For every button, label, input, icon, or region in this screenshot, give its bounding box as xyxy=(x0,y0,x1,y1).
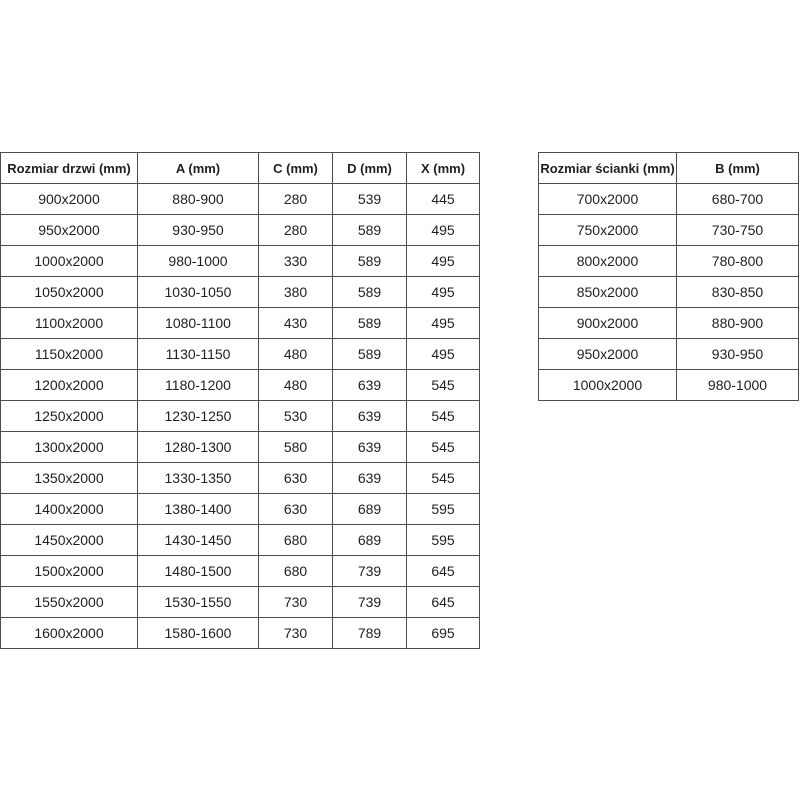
table-row xyxy=(539,277,799,308)
table-row xyxy=(539,308,799,339)
table-cell: 589 xyxy=(333,308,407,339)
table-cell: 830-850 xyxy=(677,277,799,308)
table-row xyxy=(1,215,480,246)
table-row xyxy=(1,463,480,494)
table-row xyxy=(1,277,480,308)
table-cell: 1150x2000 xyxy=(1,339,138,370)
table-cell: 930-950 xyxy=(138,215,259,246)
table-cell: 1130-1150 xyxy=(138,339,259,370)
table-row xyxy=(1,339,480,370)
table-cell: 545 xyxy=(407,401,480,432)
table-row xyxy=(1,556,480,587)
table-row xyxy=(1,618,480,649)
table-cell: 495 xyxy=(407,246,480,277)
table-cell: 639 xyxy=(333,432,407,463)
header-row xyxy=(539,153,799,184)
table-row xyxy=(539,370,799,401)
table-cell: 589 xyxy=(333,246,407,277)
table-cell: 380 xyxy=(259,277,333,308)
table-cell: 1550x2000 xyxy=(1,587,138,618)
table-cell: 1400x2000 xyxy=(1,494,138,525)
table-cell: 639 xyxy=(333,463,407,494)
column-header: Rozmiar ścianki (mm) xyxy=(539,153,677,184)
table-cell: 530 xyxy=(259,401,333,432)
table-cell: 1200x2000 xyxy=(1,370,138,401)
table-cell: 589 xyxy=(333,215,407,246)
table-cell: 495 xyxy=(407,215,480,246)
table-cell: 1230-1250 xyxy=(138,401,259,432)
table-cell: 1380-1400 xyxy=(138,494,259,525)
table-cell: 589 xyxy=(333,277,407,308)
table-row xyxy=(539,246,799,277)
table-cell: 1080-1100 xyxy=(138,308,259,339)
table-cell: 1430-1450 xyxy=(138,525,259,556)
table-cell: 680 xyxy=(259,525,333,556)
table-cell: 880-900 xyxy=(677,308,799,339)
table-cell: 495 xyxy=(407,277,480,308)
table-cell: 680 xyxy=(259,556,333,587)
table-cell: 1280-1300 xyxy=(138,432,259,463)
table-cell: 645 xyxy=(407,556,480,587)
table-row xyxy=(539,339,799,370)
table-cell: 280 xyxy=(259,184,333,215)
table-cell: 739 xyxy=(333,556,407,587)
table-cell: 445 xyxy=(407,184,480,215)
table-row xyxy=(539,215,799,246)
table-cell: 980-1000 xyxy=(677,370,799,401)
table-row xyxy=(1,494,480,525)
column-header: D (mm) xyxy=(333,153,407,184)
table-cell: 480 xyxy=(259,339,333,370)
table-cell: 580 xyxy=(259,432,333,463)
table-cell: 880-900 xyxy=(138,184,259,215)
column-header: A (mm) xyxy=(138,153,259,184)
table-cell: 689 xyxy=(333,525,407,556)
table-cell: 330 xyxy=(259,246,333,277)
table-row xyxy=(539,184,799,215)
table-cell: 680-700 xyxy=(677,184,799,215)
column-header: B (mm) xyxy=(677,153,799,184)
table-cell: 280 xyxy=(259,215,333,246)
table-cell: 1350x2000 xyxy=(1,463,138,494)
table-cell: 750x2000 xyxy=(539,215,677,246)
table-cell: 950x2000 xyxy=(1,215,138,246)
table-row xyxy=(1,587,480,618)
table-row xyxy=(1,525,480,556)
table-cell: 800x2000 xyxy=(539,246,677,277)
table-cell: 850x2000 xyxy=(539,277,677,308)
table-cell: 730 xyxy=(259,587,333,618)
table-row xyxy=(1,308,480,339)
table-cell: 980-1000 xyxy=(138,246,259,277)
table-cell: 1500x2000 xyxy=(1,556,138,587)
table-cell: 700x2000 xyxy=(539,184,677,215)
table-cell: 545 xyxy=(407,463,480,494)
table-row xyxy=(1,401,480,432)
table-cell: 780-800 xyxy=(677,246,799,277)
wall-panel-size-table xyxy=(538,152,799,401)
table-cell: 1580-1600 xyxy=(138,618,259,649)
table-cell: 930-950 xyxy=(677,339,799,370)
table-cell: 730-750 xyxy=(677,215,799,246)
table-cell: 1530-1550 xyxy=(138,587,259,618)
table-cell: 595 xyxy=(407,525,480,556)
table-cell: 430 xyxy=(259,308,333,339)
table-row xyxy=(1,184,480,215)
table-cell: 545 xyxy=(407,432,480,463)
column-header: X (mm) xyxy=(407,153,480,184)
table-cell: 1450x2000 xyxy=(1,525,138,556)
table-cell: 1000x2000 xyxy=(1,246,138,277)
table-cell: 1180-1200 xyxy=(138,370,259,401)
table-cell: 495 xyxy=(407,308,480,339)
table-cell: 630 xyxy=(259,494,333,525)
table-cell: 1100x2000 xyxy=(1,308,138,339)
table-cell: 689 xyxy=(333,494,407,525)
table-cell: 789 xyxy=(333,618,407,649)
table-cell: 695 xyxy=(407,618,480,649)
table-cell: 900x2000 xyxy=(1,184,138,215)
door-size-table xyxy=(0,152,480,649)
table-cell: 595 xyxy=(407,494,480,525)
table-cell: 1600x2000 xyxy=(1,618,138,649)
table-cell: 495 xyxy=(407,339,480,370)
column-header: C (mm) xyxy=(259,153,333,184)
table-cell: 730 xyxy=(259,618,333,649)
table-row xyxy=(1,370,480,401)
table-cell: 1480-1500 xyxy=(138,556,259,587)
table-cell: 645 xyxy=(407,587,480,618)
header-row xyxy=(1,153,480,184)
table-cell: 539 xyxy=(333,184,407,215)
table-row xyxy=(1,432,480,463)
table-cell: 589 xyxy=(333,339,407,370)
table-cell: 480 xyxy=(259,370,333,401)
table-cell: 1030-1050 xyxy=(138,277,259,308)
table-cell: 1330-1350 xyxy=(138,463,259,494)
table-cell: 1300x2000 xyxy=(1,432,138,463)
table-cell: 630 xyxy=(259,463,333,494)
table-cell: 900x2000 xyxy=(539,308,677,339)
table-cell: 1000x2000 xyxy=(539,370,677,401)
table-cell: 739 xyxy=(333,587,407,618)
table-cell: 950x2000 xyxy=(539,339,677,370)
table-row xyxy=(1,246,480,277)
table-cell: 545 xyxy=(407,370,480,401)
table-cell: 639 xyxy=(333,370,407,401)
table-cell: 639 xyxy=(333,401,407,432)
column-header: Rozmiar drzwi (mm) xyxy=(1,153,138,184)
table-cell: 1050x2000 xyxy=(1,277,138,308)
table-cell: 1250x2000 xyxy=(1,401,138,432)
